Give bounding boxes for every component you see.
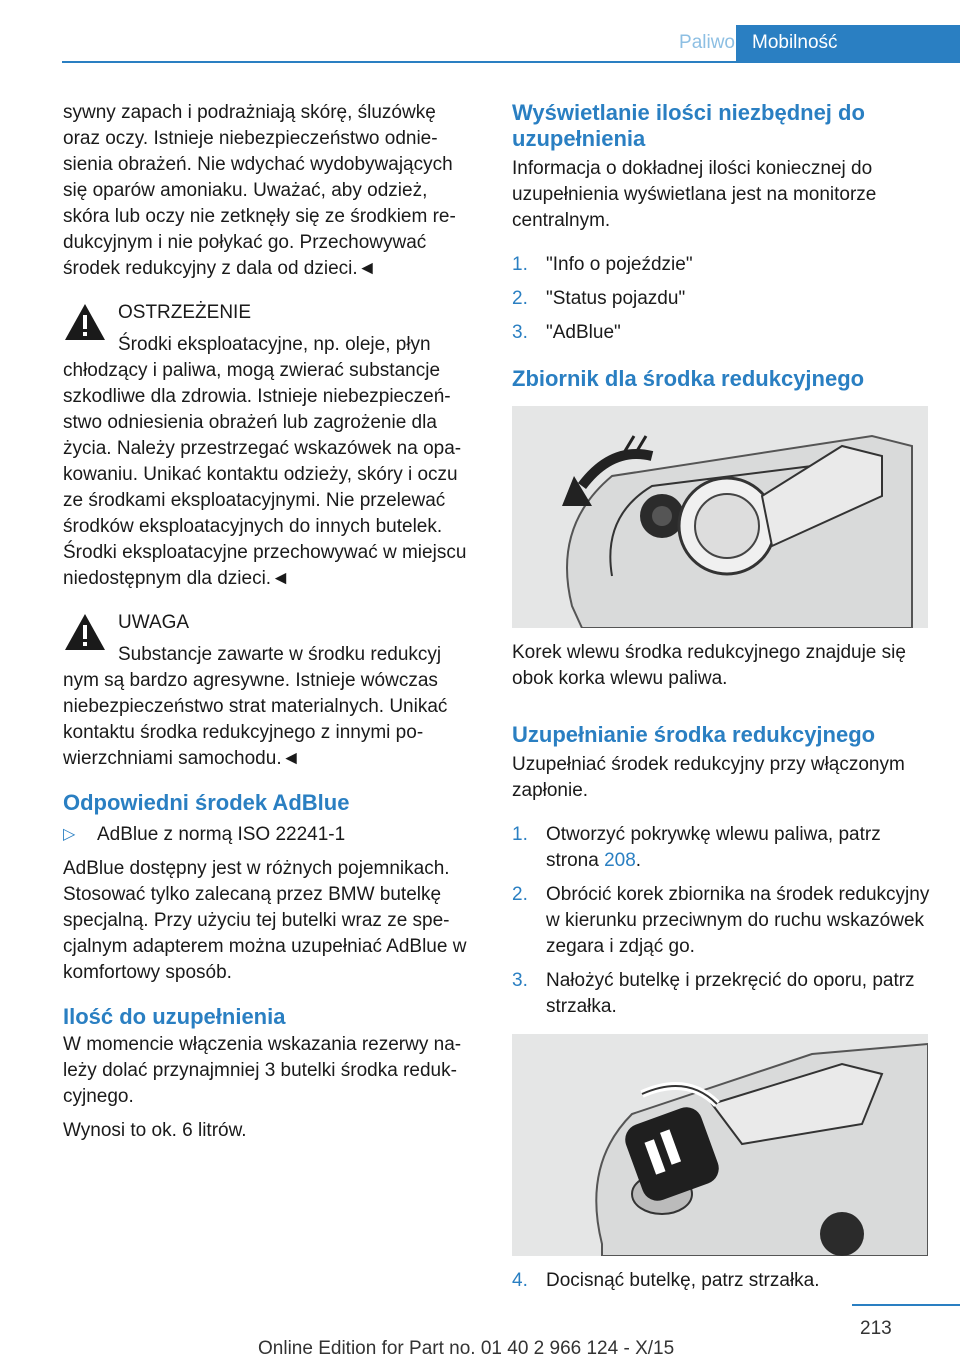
list-item: 3. Nałożyć butelkę i przekręcić do oporu, patrz strzałka. xyxy=(512,970,915,1017)
footer-rule xyxy=(852,1304,960,1306)
list-item: 3. "AdBlue" xyxy=(512,322,621,343)
warning-title: OSTRZEŻENIE xyxy=(118,302,252,323)
menu-path-list xyxy=(512,252,932,346)
caution-block xyxy=(63,610,478,668)
section-heading-tank: Zbiornik dla środka redukcyjnego xyxy=(512,366,865,391)
caution-first-line: Substancje zawarte w środku redukcyj xyxy=(118,644,442,665)
page-link-208[interactable]: 208 xyxy=(604,850,636,871)
list-item: 1. Otworzyć pokrywkę wlewu paliwa, patrz strona 208. xyxy=(512,824,881,871)
warning-triangle-icon xyxy=(63,302,107,342)
adblue-paragraph: AdBlue dostępny jest w różnych pojemnikach. Stosować tylko zalecaną przez BMW butelkę specjalną. Przy użyciu tej butelki wraz ze specjalnym adapterem można uzupełniać AdBlue w komfortowy sposób. xyxy=(63,858,467,983)
page-number: 213 xyxy=(860,1318,892,1339)
amount-paragraph: W momencie włączenia wskazania rezerwy należy dolać przynajmniej 3 butelki środka redukcyjnego. xyxy=(63,1034,462,1107)
tab-mobilnosc[interactable]: Mobilność xyxy=(736,25,960,61)
warning-triangle-icon xyxy=(63,612,107,652)
bottle-insert-drawing xyxy=(512,1034,928,1256)
refill-paragraph: Uzupełniać środek redukcyjny przy włączonym zapłonie. xyxy=(512,754,905,801)
bottle-insert-illustration xyxy=(512,1034,928,1256)
refill-steps-list xyxy=(512,822,932,1020)
intro-paragraph: sywny zapach i podrażniają skórę, śluzówkę oraz oczy. Istnieje niebezpieczeństwo odniesienia obrażeń. Nie wdychać wydobywających się oparów amoniaku. Uważać, aby odzież, skóra lub oczy nie zetknęły się ze środkiem redukcyjnym i nie połykać go. Przechowywać środek redukcyjny z dala od dzieci.◄ xyxy=(63,102,456,279)
header-rule xyxy=(62,61,960,63)
section-heading-adblue: Odpowiedni środek AdBlue xyxy=(63,790,350,815)
list-item: 2. Obrócić korek zbiornika na środek redukcyjny w kierunku przeciwnym do ruchu wskazówek zegara i zdjąć go. xyxy=(512,884,930,957)
list-item xyxy=(63,822,478,848)
section-heading-display: Wyświetlanie ilości niezbędnej do uzupełnienia xyxy=(512,100,865,151)
tank-filler-drawing xyxy=(512,406,928,628)
warning-block-1 xyxy=(63,300,478,358)
tank-filler-illustration xyxy=(512,406,928,628)
list-item-text: AdBlue z normą ISO 22241-1 xyxy=(97,824,346,845)
tab-paliwo[interactable]: Paliwo xyxy=(679,32,735,53)
caution-body: nym są bardzo agresywne. Istnieje wówczas niebezpieczeństwo strat materialnych. Unikać kontaktu środka redukcyjnego z innymi powierzchniami samochodu.◄ xyxy=(63,670,448,769)
bullet-list xyxy=(63,822,478,848)
warning-first-line: Środki eksploatacyjne, np. oleje, płyn xyxy=(118,334,431,355)
right-column xyxy=(512,100,932,1310)
section-heading-refill: Uzupełnianie środka redukcyjnego xyxy=(512,722,876,747)
caution-title: UWAGA xyxy=(118,612,190,633)
edition-footer: Online Edition for Part no. 01 40 2 966 124 - X/15 xyxy=(258,1338,675,1359)
tank-caption: Korek wlewu środka redukcyjnego znajduje się obok korka wlewu paliwa. xyxy=(512,642,906,689)
amount-liters: Wynosi to ok. 6 litrów. xyxy=(63,1120,247,1141)
section-heading-amount: Ilość do uzupełnienia xyxy=(63,1004,286,1029)
display-paragraph: Informacja o dokładnej ilości koniecznej do uzupełnienia wyświetlana jest na monitorze centralnym. xyxy=(512,158,877,231)
list-item: 4. Docisnąć butelkę, patrz strzałka. xyxy=(512,1270,820,1291)
triangle-bullet-icon: ▷ xyxy=(63,826,76,843)
warning-body: chłodzący i paliwa, mogą zwierać substancje szkodliwe dla zdrowia. Istnieje niebezpieczeństwo odniesienia obrażeń lub zagrożenie dla życia. Należy przestrzegać wskazówek na opakowaniu. Unikać kontaktu odzieży, skóry i oczu ze środkami eksploatacyjnymi. Nie przelewać środków eksploatacyjnych do innych butelek. Środki eksploatacyjne przechowywać w miejscu niedostępnym dla dzieci.◄ xyxy=(63,360,467,589)
left-column xyxy=(63,100,478,1144)
list-item: 1. "Info o pojeździe" xyxy=(512,254,693,275)
refill-final-step xyxy=(512,1268,932,1294)
list-item: 2. "Status pojazdu" xyxy=(512,288,686,309)
